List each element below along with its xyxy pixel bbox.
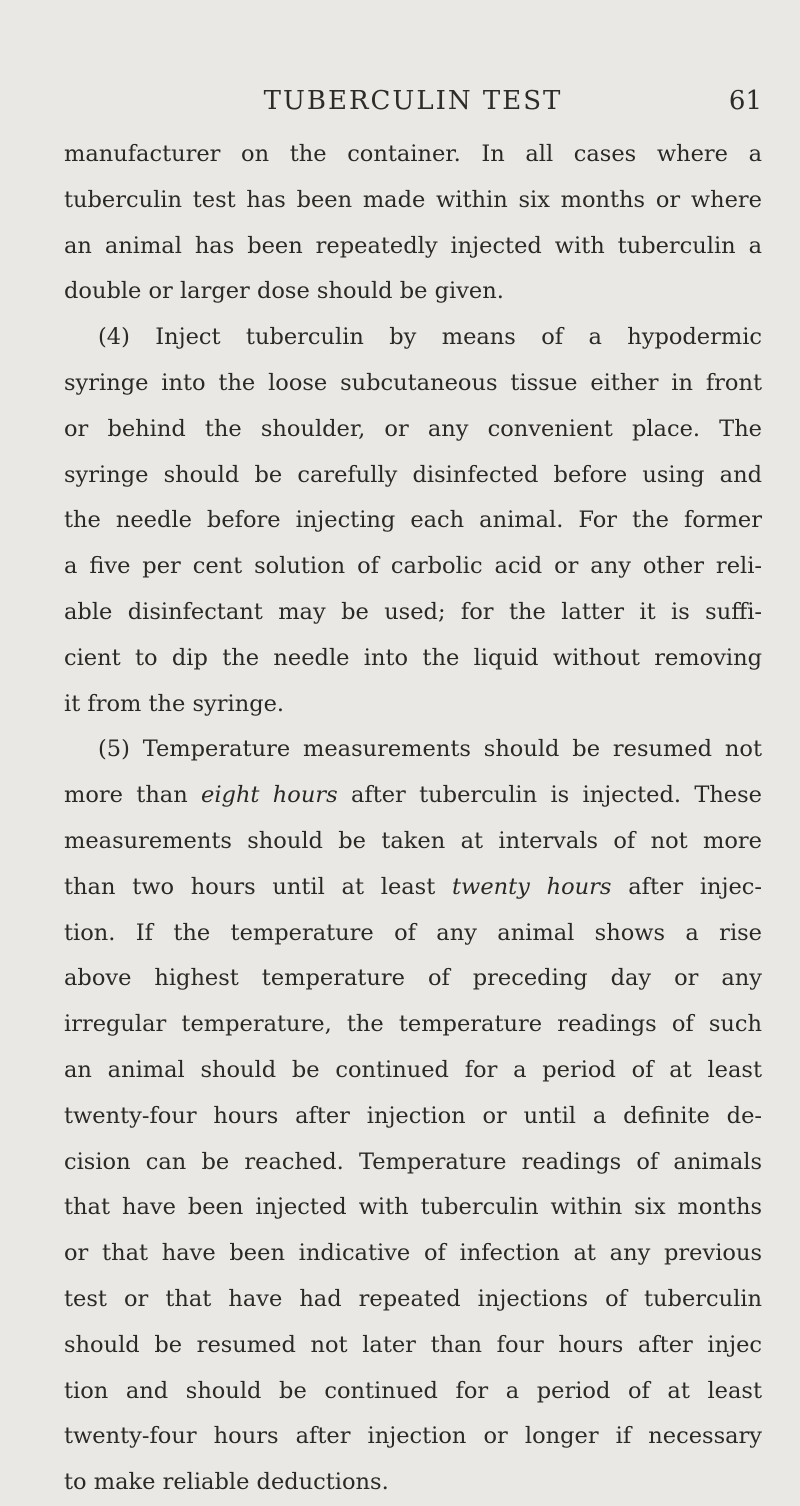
text-line: tion and should be continued for a period of at least xyxy=(64,1377,762,1404)
text-line: able disinfectant may be used; for the latter it is suffi- xyxy=(64,598,762,625)
italic-phrase: twenty hours xyxy=(452,873,612,900)
text-line: (4) Inject tuberculin by means of a hypodermic xyxy=(98,324,762,351)
text-line: cision can be reached. Temperature readings of animals xyxy=(64,1148,762,1175)
text-line: that have been injected with tuberculin within six months xyxy=(64,1194,762,1221)
text-line: twenty-four hours after injection or longer if necessary xyxy=(64,1423,762,1450)
text-line: (5) Temperature measurements should be resumed not xyxy=(98,736,762,763)
page-number: 61 xyxy=(728,86,762,116)
body-text xyxy=(64,132,762,1506)
text-line: should be resumed not later than four hours after injec xyxy=(64,1331,762,1358)
running-title: TUBERCULIN TEST xyxy=(263,86,563,116)
text-line: the needle before injecting each animal. For the former xyxy=(64,507,762,534)
text-line: or behind the shoulder, or any convenient place. The xyxy=(64,415,762,442)
running-head xyxy=(64,86,762,126)
text-line: an animal should be continued for a period of at least xyxy=(64,1056,762,1083)
text-line: manufacturer on the container. In all cases where a xyxy=(64,141,762,167)
text-line: or that have been indicative of infection at any previous xyxy=(64,1240,762,1267)
text-line: cient to dip the needle into the liquid without removing xyxy=(64,644,762,671)
text-line: to make reliable deductions. xyxy=(64,1469,389,1496)
text-line: double or larger dose should be given. xyxy=(64,278,504,305)
text-line: it from the syringe. xyxy=(64,690,285,717)
italic-phrase: eight hours xyxy=(201,782,338,809)
text-line: tuberculin test has been made within six months or where xyxy=(64,186,762,213)
text-line: syringe should be carefully disinfected before using and xyxy=(64,461,762,488)
text-line: a five per cent solution of carbolic acid or any other reli- xyxy=(64,553,762,580)
text-line: irregular temperature, the temperature readings of such xyxy=(64,1011,762,1038)
text-line: test or that have had repeated injections of tuberculin xyxy=(64,1285,762,1312)
text-line: syringe into the loose subcutaneous tissue either in front xyxy=(64,369,762,396)
text-line: than two hours until at least twenty hours after injec- xyxy=(64,873,763,900)
text-line: measurements should be taken at intervals of not more xyxy=(64,827,762,854)
text-line: above highest temperature of preceding day or any xyxy=(64,965,762,992)
text-line: more than eight hours after tuberculin is injected. These xyxy=(64,782,762,809)
text-line: twenty-four hours after injection or until a definite de- xyxy=(64,1102,762,1129)
text-line: an animal has been repeatedly injected with tuberculin a xyxy=(64,232,762,259)
text-line: tion. If the temperature of any animal shows a rise xyxy=(64,919,762,946)
